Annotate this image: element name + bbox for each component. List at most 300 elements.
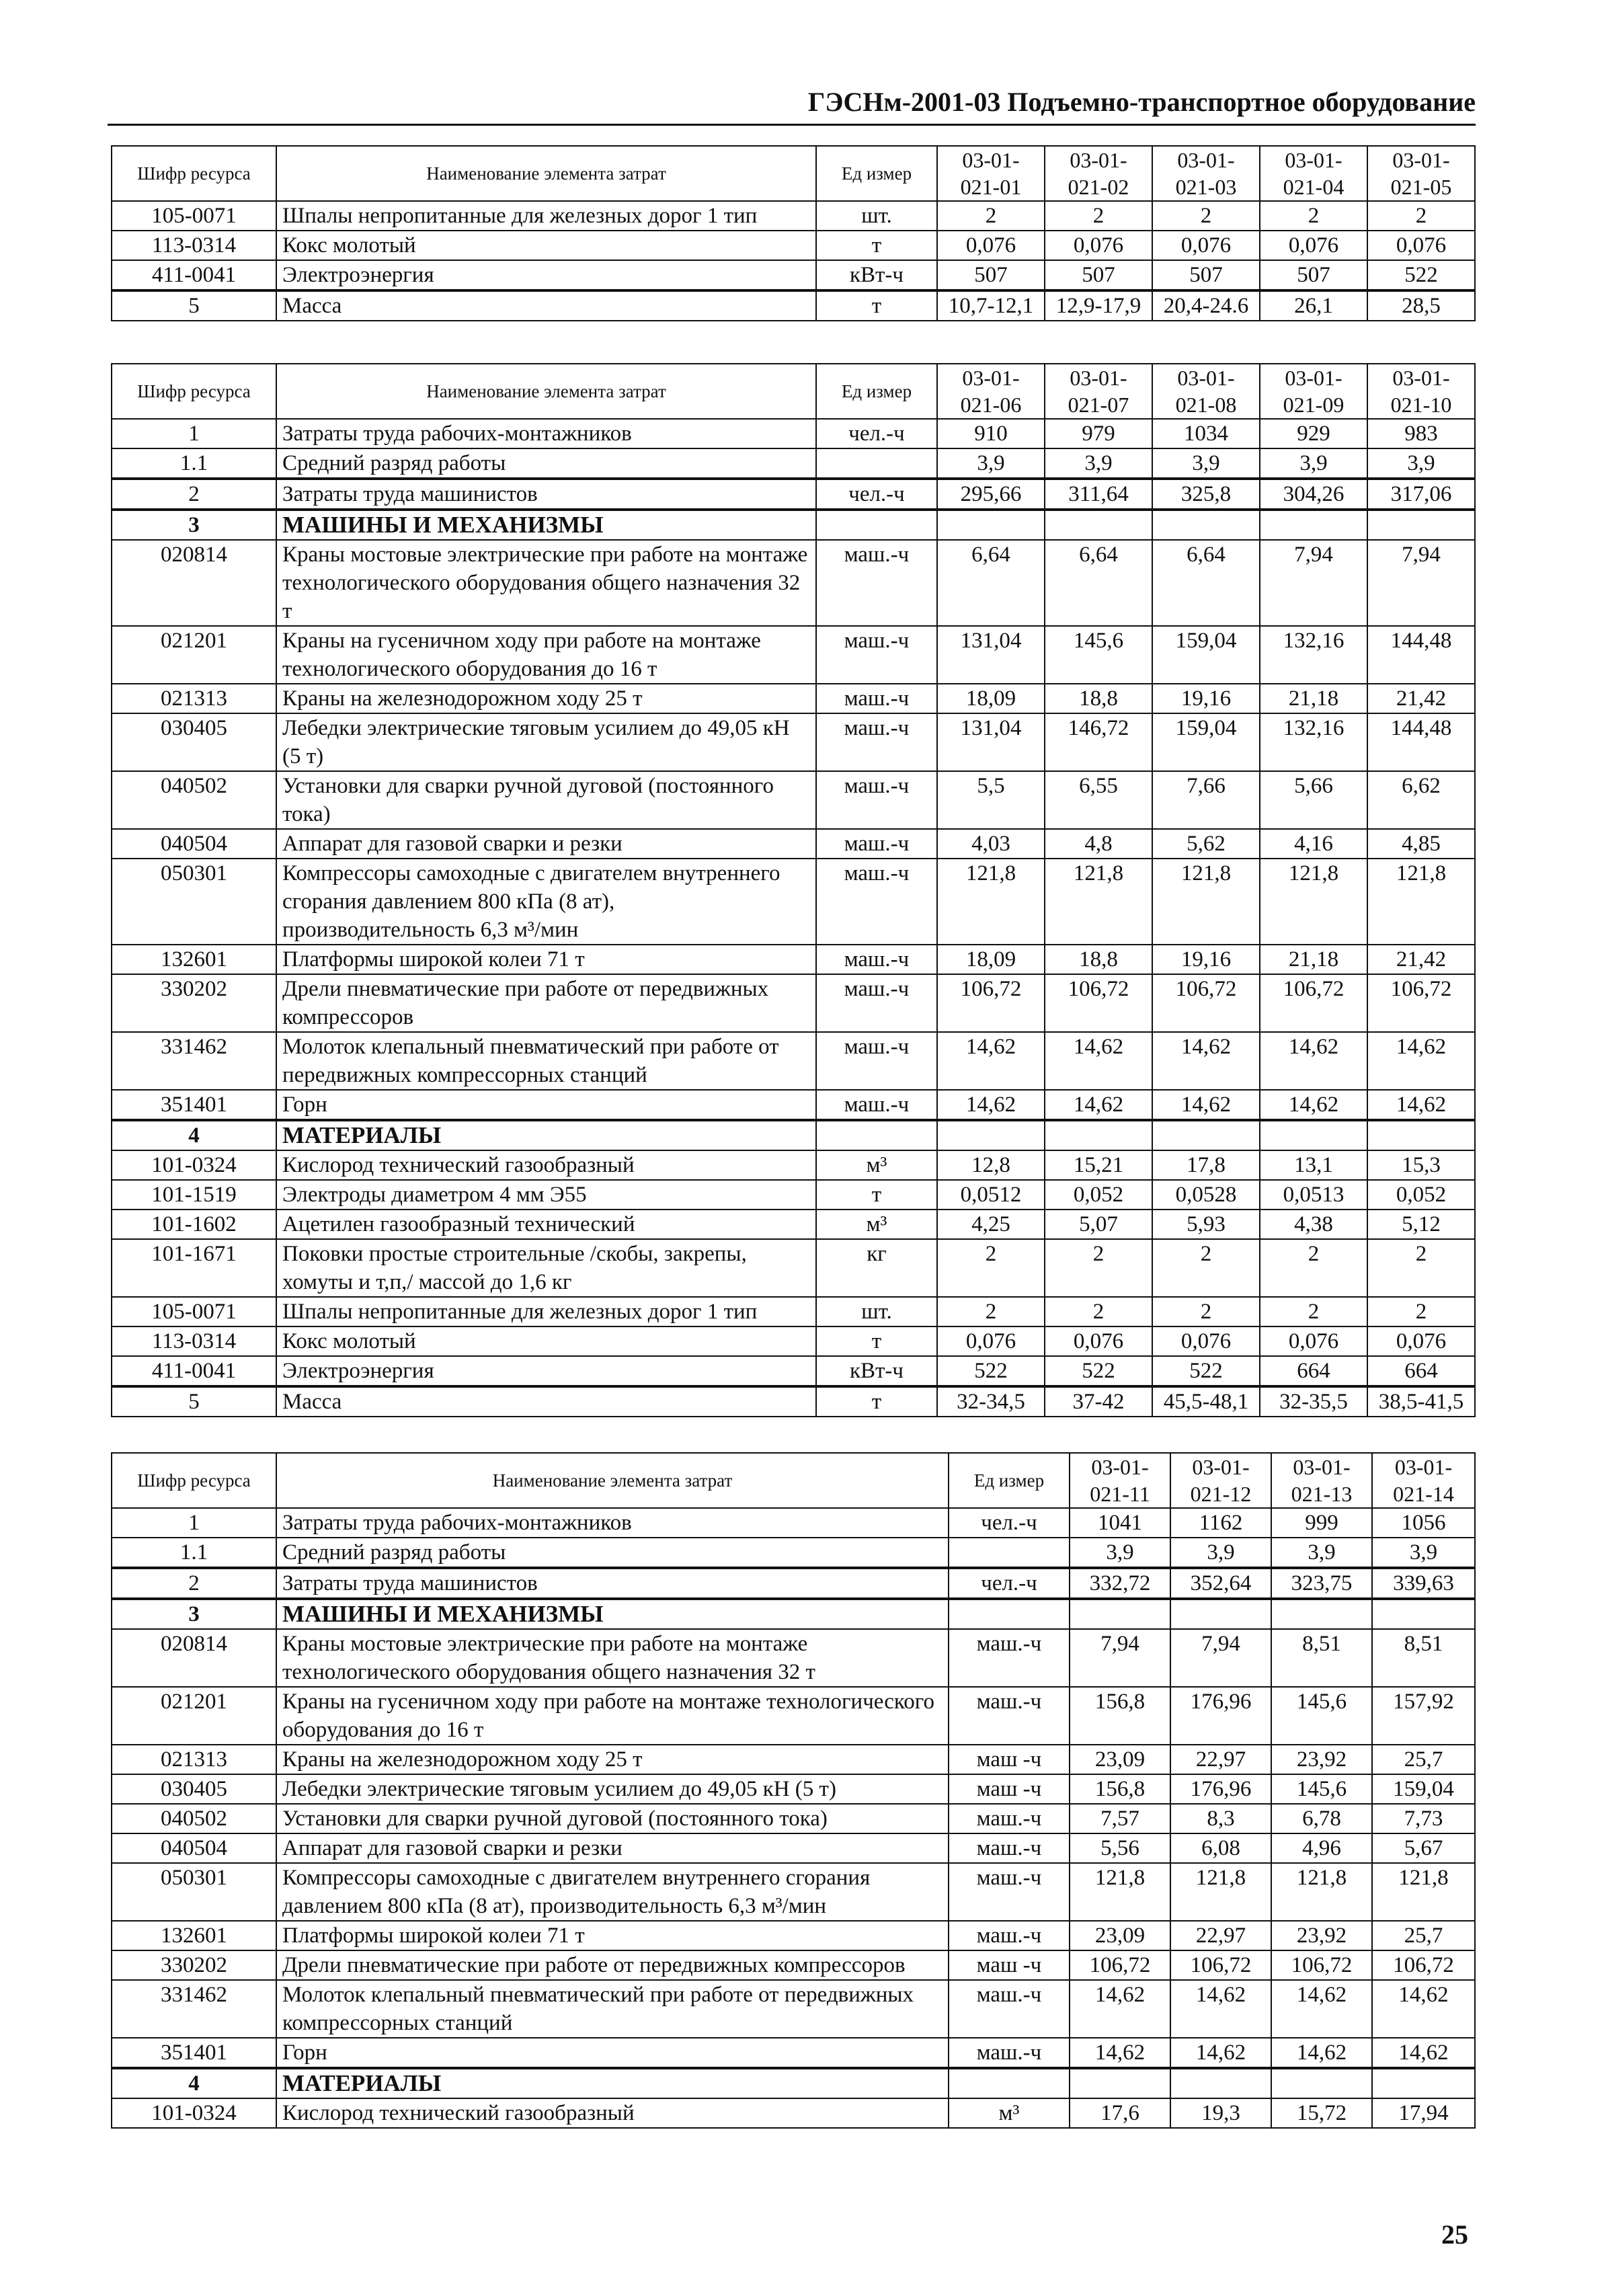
norm-value [937, 1120, 1045, 1150]
norm-value: 25,7 [1372, 1745, 1475, 1774]
unit: маш.-ч [949, 1980, 1070, 2038]
resource-code: 351401 [112, 1090, 276, 1120]
norm-value [1260, 1120, 1367, 1150]
norm-value: 17,94 [1372, 2098, 1475, 2128]
norm-value: 5,93 [1152, 1210, 1260, 1239]
norm-value: 106,72 [1152, 974, 1260, 1032]
unit: т [816, 231, 937, 260]
resource-code: 105-0071 [112, 201, 276, 231]
norm-value: 156,8 [1070, 1687, 1170, 1745]
cost-element-name: Шпалы непропитанные для железных дорог 1 тип [276, 201, 816, 231]
unit: маш.-ч [816, 1090, 937, 1120]
norm-value: 14,62 [1170, 1980, 1271, 2038]
table-row [112, 1508, 1475, 1538]
norm-value: 0,076 [937, 231, 1045, 260]
norm-value: 0,076 [937, 1327, 1045, 1356]
norm-value: 26,1 [1260, 290, 1367, 321]
norm-value: 311,64 [1045, 479, 1152, 510]
unit: маш.-ч [816, 713, 937, 771]
norm-value: 22,97 [1170, 1745, 1271, 1774]
norm-value: 1041 [1070, 1508, 1170, 1538]
norm-value: 22,97 [1170, 1921, 1271, 1950]
table-row [112, 1980, 1475, 2038]
norm-value: 664 [1367, 1356, 1475, 1386]
resource-code: 113-0314 [112, 1327, 276, 1356]
norm-value: 45,5-48,1 [1152, 1386, 1260, 1417]
unit: чел.-ч [816, 419, 937, 448]
cost-element-name: МАШИНЫ И МЕХАНИЗМЫ [276, 510, 816, 540]
norm-value: 2 [1045, 1239, 1152, 1297]
cost-table-1 [111, 145, 1476, 321]
resource-code: 021313 [112, 684, 276, 713]
unit: маш.-ч [816, 771, 937, 829]
resource-code: 030405 [112, 713, 276, 771]
cost-element-name: Ацетилен газообразный технический [276, 1210, 816, 1239]
cost-element-name: МАТЕРИАЛЫ [276, 2068, 949, 2098]
table-row [112, 1921, 1475, 1950]
norm-value: 14,62 [1045, 1090, 1152, 1120]
header-norm-code: 03-01- 021-07 [1045, 364, 1152, 419]
table-row [112, 1120, 1475, 1150]
header-norm-code: 03-01- 021-14 [1372, 1453, 1475, 1508]
norm-value: 979 [1045, 419, 1152, 448]
norm-value: 0,052 [1367, 1180, 1475, 1210]
table-row [112, 684, 1475, 713]
norm-value: 14,62 [1070, 2038, 1170, 2068]
norm-value: 23,92 [1271, 1921, 1372, 1950]
table-row [112, 859, 1475, 945]
resource-code: 021201 [112, 1687, 276, 1745]
norm-value: 12,8 [937, 1150, 1045, 1180]
norm-value: 14,62 [1260, 1032, 1367, 1090]
resource-code: 113-0314 [112, 231, 276, 260]
table-row [112, 290, 1475, 321]
table-row [112, 1210, 1475, 1239]
header-code: Шифр ресурса [112, 1453, 276, 1508]
norm-value: 8,3 [1170, 1804, 1271, 1833]
unit: маш.-ч [816, 684, 937, 713]
norm-value: 332,72 [1070, 1568, 1170, 1599]
norm-value: 664 [1260, 1356, 1367, 1386]
norm-value: 3,9 [937, 448, 1045, 479]
norm-value: 176,96 [1170, 1687, 1271, 1745]
cost-element-name: Горн [276, 1090, 816, 1120]
norm-value: 14,62 [1152, 1090, 1260, 1120]
page-number: 25 [1441, 2219, 1468, 2250]
norm-value: 25,7 [1372, 1921, 1475, 1950]
table-row [112, 626, 1475, 684]
resource-code: 105-0071 [112, 1297, 276, 1327]
resource-code: 2 [112, 1568, 276, 1599]
unit: маш -ч [949, 1950, 1070, 1980]
cost-element-name: Платформы широкой колеи 71 т [276, 1921, 949, 1950]
cost-element-name: Электроэнергия [276, 260, 816, 290]
norm-value: 304,26 [1260, 479, 1367, 510]
norm-value [1070, 2068, 1170, 2098]
norm-value: 0,052 [1045, 1180, 1152, 1210]
cost-element-name: Краны на гусеничном ходу при работе на монтаже технологического оборудования до 16 т [276, 1687, 949, 1745]
table-row [112, 1538, 1475, 1568]
norm-value: 121,8 [1372, 1863, 1475, 1921]
table-row [112, 1386, 1475, 1417]
norm-value [1070, 1599, 1170, 1629]
norm-value: 131,04 [937, 626, 1045, 684]
header-norm-code: 03-01- 021-12 [1170, 1453, 1271, 1508]
norm-value: 7,94 [1260, 540, 1367, 626]
resource-code: 101-0324 [112, 1150, 276, 1180]
resource-code: 331462 [112, 1980, 276, 2038]
resource-code: 040502 [112, 1804, 276, 1833]
unit: маш.-ч [816, 945, 937, 974]
norm-value: 145,6 [1271, 1687, 1372, 1745]
table-row [112, 1356, 1475, 1386]
header-norm-code: 03-01- 021-13 [1271, 1453, 1372, 1508]
table-row [112, 448, 1475, 479]
norm-value: 2 [937, 1239, 1045, 1297]
norm-value: 5,5 [937, 771, 1045, 829]
cost-element-name: Краны на гусеничном ходу при работе на монтаже технологического оборудования до 16 т [276, 626, 816, 684]
norm-value: 23,09 [1070, 1745, 1170, 1774]
norm-value: 3,9 [1045, 448, 1152, 479]
cost-element-name: Аппарат для газовой сварки и резки [276, 829, 816, 859]
cost-element-name: Дрели пневматические при работе от передвижных компрессоров [276, 1950, 949, 1980]
resource-code: 2 [112, 479, 276, 510]
norm-value: 106,72 [1070, 1950, 1170, 1980]
norm-value: 0,0512 [937, 1180, 1045, 1210]
norm-value: 522 [1367, 260, 1475, 290]
norm-value: 159,04 [1152, 713, 1260, 771]
norm-value: 295,66 [937, 479, 1045, 510]
table-row [112, 1180, 1475, 1210]
norm-value: 121,8 [937, 859, 1045, 945]
cost-element-name: Кокс молотый [276, 1327, 816, 1356]
norm-value: 0,076 [1045, 231, 1152, 260]
norm-value [1367, 1120, 1475, 1150]
resource-code: 021201 [112, 626, 276, 684]
unit: шт. [816, 201, 937, 231]
norm-value: 106,72 [1170, 1950, 1271, 1980]
norm-value: 1162 [1170, 1508, 1271, 1538]
unit: маш.-ч [816, 626, 937, 684]
norm-value: 19,16 [1152, 684, 1260, 713]
header-code: Шифр ресурса [112, 146, 276, 201]
norm-value [1372, 1599, 1475, 1629]
norm-value: 6,64 [1045, 540, 1152, 626]
unit: м³ [949, 2098, 1070, 2128]
norm-value: 14,62 [1260, 1090, 1367, 1120]
norm-value: 14,62 [937, 1090, 1045, 1120]
header-norm-code: 03-01- 021-06 [937, 364, 1045, 419]
norm-value: 0,076 [1367, 231, 1475, 260]
norm-value: 14,62 [1367, 1032, 1475, 1090]
norm-value [1152, 510, 1260, 540]
norm-value: 4,8 [1045, 829, 1152, 859]
resource-code: 132601 [112, 1921, 276, 1950]
header-norm-code: 03-01- 021-09 [1260, 364, 1367, 419]
norm-value: 121,8 [1260, 859, 1367, 945]
norm-value: 7,94 [1170, 1629, 1271, 1687]
norm-value: 3,9 [1271, 1538, 1372, 1568]
norm-value: 132,16 [1260, 626, 1367, 684]
norm-value: 144,48 [1367, 626, 1475, 684]
table-row [112, 1032, 1475, 1090]
unit: маш.-ч [949, 1687, 1070, 1745]
norm-value: 339,63 [1372, 1568, 1475, 1599]
cost-element-name: Дрели пневматические при работе от передвижных компрессоров [276, 974, 816, 1032]
norm-value: 2 [1045, 201, 1152, 231]
table-row [112, 2098, 1475, 2128]
resource-code: 040504 [112, 829, 276, 859]
norm-value: 3,9 [1372, 1538, 1475, 1568]
table-row [112, 510, 1475, 540]
table-row [112, 771, 1475, 829]
resource-code: 101-1519 [112, 1180, 276, 1210]
table-row [112, 1327, 1475, 1356]
table-row [112, 1239, 1475, 1297]
resource-code: 330202 [112, 1950, 276, 1980]
norm-value: 146,72 [1045, 713, 1152, 771]
cost-element-name: Краны мостовые электрические при работе на монтаже технологического оборудования общего назначения 32 т [276, 1629, 949, 1687]
norm-value: 3,9 [1070, 1538, 1170, 1568]
cost-element-name: Компрессоры самоходные с двигателем внутреннего сгорания давлением 800 кПа (8 ат), производительность 6,3 м³/мин [276, 1863, 949, 1921]
norm-value: 4,16 [1260, 829, 1367, 859]
unit: чел.-ч [949, 1568, 1070, 1599]
cost-element-name: Кислород технический газообразный [276, 2098, 949, 2128]
norm-value: 121,8 [1070, 1863, 1170, 1921]
norm-value: 7,94 [1367, 540, 1475, 626]
unit: маш -ч [949, 1774, 1070, 1804]
page-header [108, 86, 1476, 126]
resource-code: 5 [112, 1386, 276, 1417]
table-row [112, 1863, 1475, 1921]
norm-value: 6,55 [1045, 771, 1152, 829]
table-row [112, 231, 1475, 260]
norm-value: 18,8 [1045, 945, 1152, 974]
cost-element-name: Затраты труда рабочих-монтажников [276, 1508, 949, 1538]
norm-value: 19,16 [1152, 945, 1260, 974]
header-title: ГЭСНм-2001-03 Подъемно-транспортное оборудование [807, 87, 1476, 117]
table-row [112, 2068, 1475, 2098]
norm-value: 352,64 [1170, 1568, 1271, 1599]
table-row [112, 713, 1475, 771]
resource-code: 411-0041 [112, 1356, 276, 1386]
cost-table-2 [111, 363, 1476, 1417]
norm-value: 0,0528 [1152, 1180, 1260, 1210]
norm-value: 159,04 [1372, 1774, 1475, 1804]
norm-value: 14,62 [1271, 1980, 1372, 2038]
norm-value: 144,48 [1367, 713, 1475, 771]
cost-element-name: Поковки простые строительные /скобы, закрепы, хомуты и т,п,/ массой до 1,6 кг [276, 1239, 816, 1297]
norm-value: 14,62 [1372, 1980, 1475, 2038]
norm-value: 106,72 [1045, 974, 1152, 1032]
norm-value: 18,8 [1045, 684, 1152, 713]
table-row [112, 201, 1475, 231]
cost-element-name: Кокс молотый [276, 231, 816, 260]
header-norm-code: 03-01- 021-03 [1152, 146, 1260, 201]
norm-value: 0,076 [1045, 1327, 1152, 1356]
norm-value: 2 [1045, 1297, 1152, 1327]
norm-value: 2 [1367, 201, 1475, 231]
header-code: Шифр ресурса [112, 364, 276, 419]
cost-table-3 [111, 1452, 1476, 2129]
norm-value: 5,12 [1367, 1210, 1475, 1239]
table-row [112, 479, 1475, 510]
unit: т [816, 1180, 937, 1210]
norm-value: 10,7-12,1 [937, 290, 1045, 321]
norm-value: 23,09 [1070, 1921, 1170, 1950]
table-header-row [112, 146, 1475, 201]
norm-value: 999 [1271, 1508, 1372, 1538]
norm-value: 121,8 [1045, 859, 1152, 945]
unit: маш.-ч [816, 859, 937, 945]
norm-value: 106,72 [1372, 1950, 1475, 1980]
table-row [112, 2038, 1475, 2068]
norm-value: 7,73 [1372, 1804, 1475, 1833]
header-unit: Ед измер [949, 1453, 1070, 1508]
resource-code: 101-1671 [112, 1239, 276, 1297]
norm-value: 522 [1045, 1356, 1152, 1386]
resource-code: 411-0041 [112, 260, 276, 290]
norm-value: 106,72 [1367, 974, 1475, 1032]
unit: маш.-ч [816, 1032, 937, 1090]
norm-value: 4,38 [1260, 1210, 1367, 1239]
unit: маш.-ч [949, 1863, 1070, 1921]
norm-value: 32-34,5 [937, 1386, 1045, 1417]
norm-value: 0,076 [1260, 1327, 1367, 1356]
norm-value: 4,96 [1271, 1833, 1372, 1863]
cost-element-name: Горн [276, 2038, 949, 2068]
norm-value: 159,04 [1152, 626, 1260, 684]
unit: кг [816, 1239, 937, 1297]
unit: м³ [816, 1210, 937, 1239]
norm-value: 14,62 [1170, 2038, 1271, 2068]
norm-value: 910 [937, 419, 1045, 448]
norm-value: 13,1 [1260, 1150, 1367, 1180]
resource-code: 101-1602 [112, 1210, 276, 1239]
cost-element-name: Краны на железнодорожном ходу 25 т [276, 684, 816, 713]
resource-code: 331462 [112, 1032, 276, 1090]
norm-value: 14,62 [1070, 1980, 1170, 2038]
norm-value: 0,076 [1367, 1327, 1475, 1356]
unit: кВт-ч [816, 260, 937, 290]
norm-value [1045, 510, 1152, 540]
norm-value: 14,62 [1152, 1032, 1260, 1090]
norm-value [1271, 1599, 1372, 1629]
norm-value: 17,6 [1070, 2098, 1170, 2128]
table-row [112, 260, 1475, 290]
table-row [112, 1568, 1475, 1599]
norm-value: 14,62 [1372, 2038, 1475, 2068]
norm-value: 12,9-17,9 [1045, 290, 1152, 321]
table-row [112, 1297, 1475, 1327]
norm-value: 507 [1152, 260, 1260, 290]
unit: маш.-ч [949, 2038, 1070, 2068]
resource-code: 351401 [112, 2038, 276, 2068]
table-row [112, 1599, 1475, 1629]
norm-value: 2 [1152, 1297, 1260, 1327]
table-row [112, 419, 1475, 448]
header-unit: Ед измер [816, 146, 937, 201]
norm-value: 1056 [1372, 1508, 1475, 1538]
header-name: Наименование элемента затрат [276, 1453, 949, 1508]
header-norm-code: 03-01- 021-10 [1367, 364, 1475, 419]
norm-value: 0,076 [1260, 231, 1367, 260]
cost-element-name: Масса [276, 1386, 816, 1417]
table-row [112, 1804, 1475, 1833]
norm-value [1372, 2068, 1475, 2098]
norm-value: 3,9 [1260, 448, 1367, 479]
unit: чел.-ч [816, 479, 937, 510]
norm-value: 14,62 [1367, 1090, 1475, 1120]
norm-value: 8,51 [1372, 1629, 1475, 1687]
norm-value: 145,6 [1271, 1774, 1372, 1804]
norm-value: 0,076 [1152, 231, 1260, 260]
table-row [112, 1745, 1475, 1774]
norm-value: 18,09 [937, 945, 1045, 974]
resource-code: 020814 [112, 540, 276, 626]
cost-element-name: Краны на железнодорожном ходу 25 т [276, 1745, 949, 1774]
unit: маш.-ч [949, 1804, 1070, 1833]
resource-code: 040502 [112, 771, 276, 829]
unit [949, 2068, 1070, 2098]
unit [816, 1120, 937, 1150]
norm-value: 325,8 [1152, 479, 1260, 510]
norm-value: 21,42 [1367, 945, 1475, 974]
unit: маш.-ч [816, 540, 937, 626]
cost-element-name: Масса [276, 290, 816, 321]
unit [816, 448, 937, 479]
norm-value: 14,62 [937, 1032, 1045, 1090]
cost-element-name: МАШИНЫ И МЕХАНИЗМЫ [276, 1599, 949, 1629]
norm-value: 106,72 [1271, 1950, 1372, 1980]
norm-value: 7,94 [1070, 1629, 1170, 1687]
norm-value [937, 510, 1045, 540]
unit: т [816, 1327, 937, 1356]
norm-value: 18,09 [937, 684, 1045, 713]
norm-value: 3,9 [1170, 1538, 1271, 1568]
norm-value: 2 [1367, 1239, 1475, 1297]
header-unit: Ед измер [816, 364, 937, 419]
table-row [112, 1629, 1475, 1687]
cost-element-name: Аппарат для газовой сварки и резки [276, 1833, 949, 1863]
unit: маш.-ч [949, 1921, 1070, 1950]
norm-value: 121,8 [1170, 1863, 1271, 1921]
header-norm-code: 03-01- 021-04 [1260, 146, 1367, 201]
cost-element-name: Молоток клепальный пневматический при работе от передвижных компрессорных станций [276, 1980, 949, 2038]
norm-value: 19,3 [1170, 2098, 1271, 2128]
norm-value: 121,8 [1367, 859, 1475, 945]
norm-value: 6,08 [1170, 1833, 1271, 1863]
norm-value: 2 [1260, 1239, 1367, 1297]
resource-code: 101-0324 [112, 2098, 276, 2128]
norm-value: 323,75 [1271, 1568, 1372, 1599]
norm-value: 4,25 [937, 1210, 1045, 1239]
norm-value: 6,78 [1271, 1804, 1372, 1833]
norm-value: 0,076 [1152, 1327, 1260, 1356]
norm-value [1367, 510, 1475, 540]
table-row [112, 974, 1475, 1032]
norm-value: 106,72 [1260, 974, 1367, 1032]
norm-value: 6,64 [1152, 540, 1260, 626]
norm-value: 929 [1260, 419, 1367, 448]
cost-element-name: Средний разряд работы [276, 448, 816, 479]
norm-value: 17,8 [1152, 1150, 1260, 1180]
norm-value: 5,07 [1045, 1210, 1152, 1239]
cost-element-name: Установки для сварки ручной дуговой (постоянного тока) [276, 771, 816, 829]
unit: маш.-ч [949, 1833, 1070, 1863]
norm-value: 507 [937, 260, 1045, 290]
table-header-row [112, 1453, 1475, 1508]
